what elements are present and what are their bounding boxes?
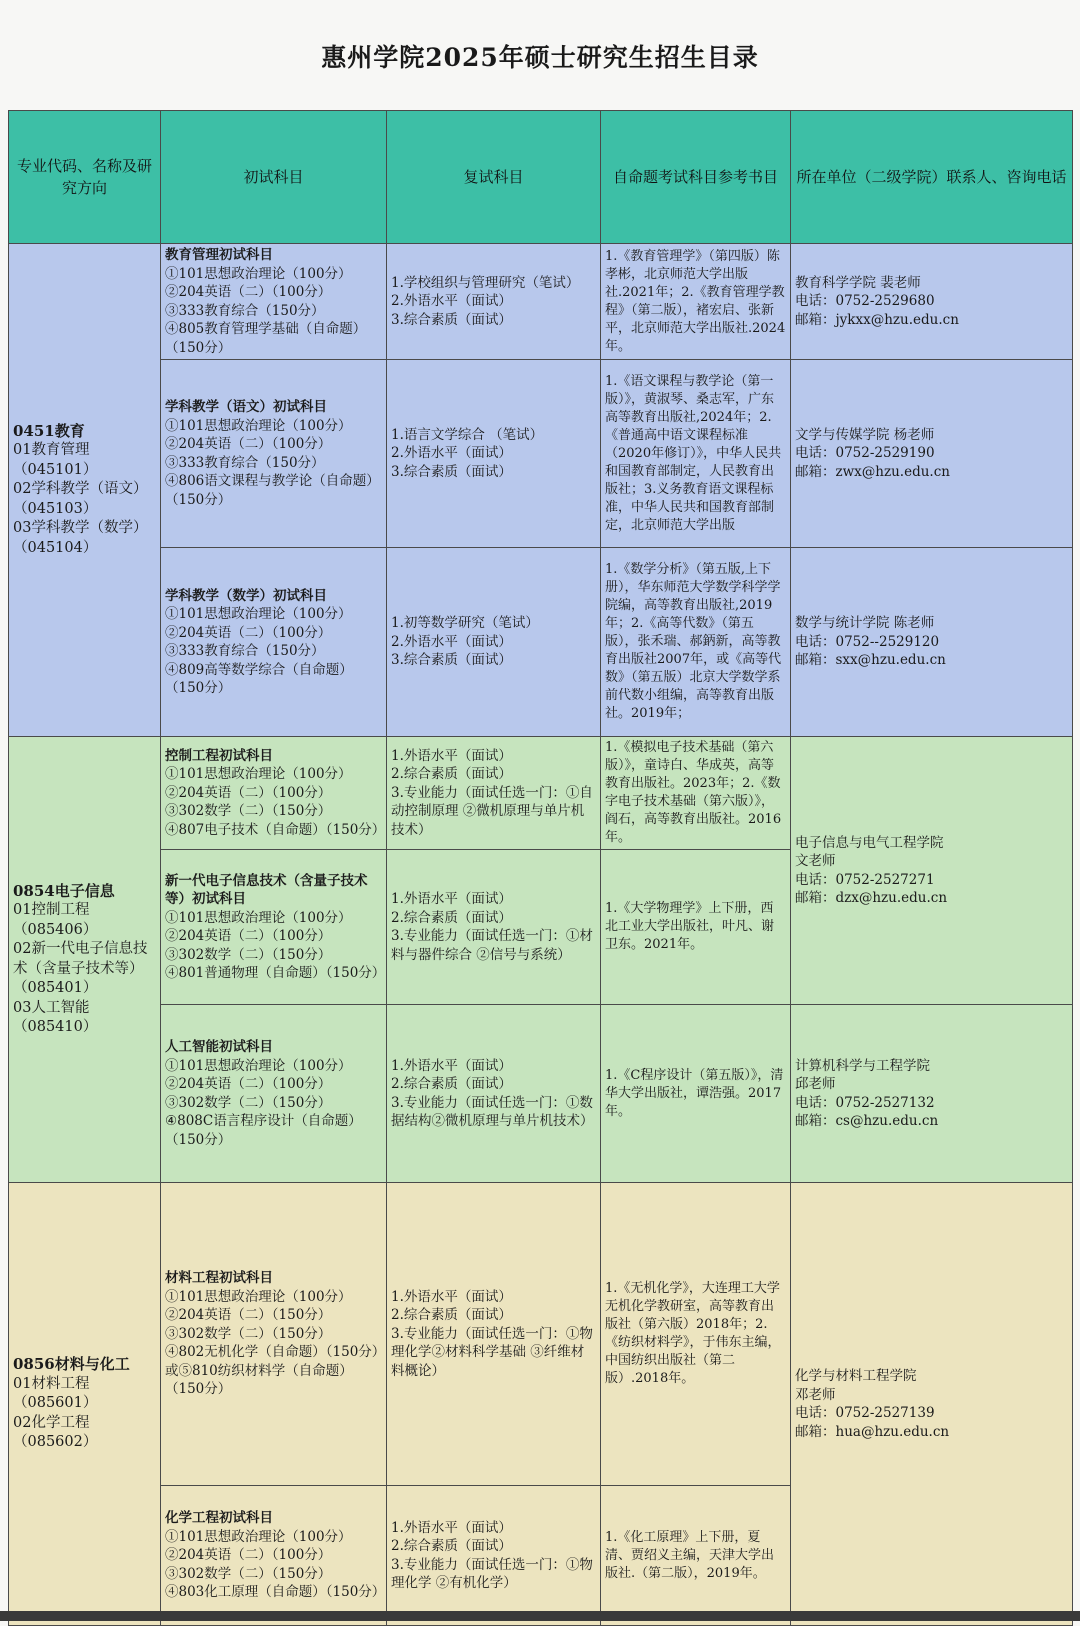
initial-exam-subjects: ①101思想政治理论（100分） ②204英语（二）（100分） ③333教育综合（150分） ④806语文课程与教学论（自命题）（150分） xyxy=(165,417,380,508)
initial-exam-cell xyxy=(161,1486,387,1626)
major-cell xyxy=(9,244,161,737)
major-directions: 01教育管理 （045101） 02学科教学（语文） （045103） 03学科教学（数学） （045104） xyxy=(13,442,148,556)
major-title: 0451教育 xyxy=(13,421,85,440)
table-row xyxy=(9,548,1073,737)
reference-books-cell: 1.《C程序设计（第五版）》，清华大学出版社，谭浩强。2017年。 xyxy=(601,1005,791,1183)
page-title: 惠州学院2025年硕士研究生招生目录 xyxy=(321,43,759,72)
header-retest: 复试科目 xyxy=(387,111,601,244)
initial-exam-cell xyxy=(161,244,387,360)
major-directions: 01材料工程 （085601） 02化学工程 （085602） xyxy=(13,1375,98,1451)
initial-exam-title: 人工智能初试科目 xyxy=(165,1039,273,1055)
initial-exam-subjects: ①101思想政治理论（100分） ②204英语（二）（150分） ③302数学（二）（150分） ④802无机化学（自命题）（150分）或⑤810纺织材料学（自命题）（150分） xyxy=(165,1288,379,1398)
contact-cell: 电子信息与电气工程学院 文老师 电话：0752-2527271 邮箱：dzx@hzu.edu.cn xyxy=(791,737,1073,1005)
major-cell xyxy=(9,1183,161,1626)
initial-exam-title: 学科教学（语文）初试科目 xyxy=(165,399,327,415)
initial-exam-subjects: ①101思想政治理论（100分） ②204英语（二）（100分） ③333教育综合（150分） ④805教育管理学基础（自命题）（150分） xyxy=(165,265,367,356)
reference-books-cell: 1.《语文课程与教学论（第一版）》，黄淑琴、桑志军，广东高等教育出版社,2024年；2.《普通高中语文课程标准（2020年修订）》，中华人民共和国教育部制定，人民教育出版社；3.义务教育语文课程标准，中华人民共和国教育部制定，北京师范大学出版 xyxy=(601,360,791,548)
retest-cell: 1.外语水平（面试） 2.综合素质（面试） 3.专业能力（面试任选一门：①物理化学②材料科学基础 ③纤维材料概论） xyxy=(387,1183,601,1486)
table-row xyxy=(9,1005,1073,1183)
table-header-row xyxy=(9,111,1073,244)
retest-cell: 1.学校组织与管理研究（笔试） 2.外语水平（面试） 3.综合素质（面试） xyxy=(387,244,601,360)
retest-cell: 1.外语水平（面试） 2.综合素质（面试） 3.专业能力（面试任选一门：①材料与器件综合 ②信号与系统） xyxy=(387,850,601,1005)
initial-exam-cell xyxy=(161,1005,387,1183)
initial-exam-title: 教育管理初试科目 xyxy=(165,247,273,263)
table-row xyxy=(9,1183,1073,1486)
table-row xyxy=(9,737,1073,850)
retest-cell: 1.语言文学综合 （笔试） 2.外语水平（面试） 3.综合素质（面试） xyxy=(387,360,601,548)
contact-cell: 教育科学学院 裴老师 电话：0752-2529680 邮箱：jykxx@hzu.edu.cn xyxy=(791,244,1073,360)
major-directions: 01控制工程 （085406） 02新一代电子信息技术（含量子技术等） （085401） 03人工智能 （085410） xyxy=(13,902,148,1035)
contact-cell: 计算机科学与工程学院 邱老师 电话：0752-2527132 邮箱：cs@hzu.edu.cn xyxy=(791,1005,1073,1183)
reference-books-cell: 1.《数学分析》（第五版,上下册），华东师范大学数学科学学院编，高等教育出版社,2019年；2.《高等代数》（第五版），张禾瑞、郝鈵新，高等教育出版社2007年，或《高等代数》（第五版）北京大学数学系前代数小组编，高等教育出版社。2019年； xyxy=(601,548,791,737)
initial-exam-title: 化学工程初试科目 xyxy=(165,1510,273,1527)
retest-cell: 1.初等数学研究（笔试） 2.外语水平（面试） 3.综合素质（面试） xyxy=(387,548,601,737)
initial-exam-title: 材料工程初试科目 xyxy=(165,1270,273,1287)
header-reference-books: 自命题考试科目参考书目 xyxy=(601,111,791,244)
reference-books-cell: 1.《大学物理学》上下册，西北工业大学出版社，叶凡、谢卫东。2021年。 xyxy=(601,850,791,1005)
initial-exam-title: 新一代电子信息技术（含量子技术等）初试科目 xyxy=(165,872,368,907)
major-title: 0854电子信息 xyxy=(13,881,115,900)
initial-exam-cell xyxy=(161,1183,387,1486)
initial-exam-subjects: ①101思想政治理论（100分） ②204英语（二）（100分） ③302数学（二）（150分） ④808C语言程序设计（自命题）（150分） xyxy=(165,1057,362,1148)
reference-books-cell: 1.《无机化学》，大连理工大学无机化学教研室，高等教育出版社（第六版）2018年；2.《纺织材料学》，于伟东主编，中国纺织出版社（第二版）.2018年。 xyxy=(601,1183,791,1486)
reference-books-cell: 1.《模拟电子技术基础（第六版）》，童诗白、华成英，高等教育出版社。2023年；2.《数字电子技术基础（第六版）》，阎石，高等教育出版社。2016年。 xyxy=(601,737,791,850)
retest-cell: 1.外语水平（面试） 2.综合素质（面试） 3.专业能力（面试任选一门：①自动控制原理 ②微机原理与单片机技术） xyxy=(387,737,601,850)
initial-exam-subjects: ①101思想政治理论（100分） ②204英语（二）（100分） ③333教育综合（150分） ④809高等数学综合（自命题）（150分） xyxy=(165,606,353,696)
retest-cell: 1.外语水平（面试） 2.综合素质（面试） 3.专业能力（面试任选一门：①物理化学 ②有机化学） xyxy=(387,1486,601,1626)
header-initial-exam: 初试科目 xyxy=(161,111,387,244)
initial-exam-subjects: ①101思想政治理论（100分） ②204英语（二）（100分） ③302数学（二）（150分） ④803化工原理（自命题）（150分） xyxy=(165,1528,386,1601)
reference-books-cell: 1.《教育管理学》（第四版）陈孝彬，北京师范大学出版社.2021年；2.《教育管理学教程》（第二版），褚宏启、张新平，北京师范大学出版社.2024年。 xyxy=(601,244,791,360)
header-major: 专业代码、名称及研究方向 xyxy=(9,111,161,244)
table-row xyxy=(9,360,1073,548)
reference-books-cell: 1.《化工原理》上下册，夏清、贾绍义主编，天津大学出版社.（第二版），2019年。 xyxy=(601,1486,791,1626)
initial-exam-title: 控制工程初试科目 xyxy=(165,747,273,764)
contact-cell: 文学与传媒学院 杨老师 电话：0752-2529190 邮箱：zwx@hzu.edu.cn xyxy=(791,360,1073,548)
initial-exam-cell xyxy=(161,850,387,1005)
header-contact: 所在单位（二级学院）联系人、咨询电话 xyxy=(791,111,1073,244)
major-cell xyxy=(9,737,161,1183)
initial-exam-subjects: ①101思想政治理论（100分） ②204英语（二）（100分） ③302数学（二）（150分） ④801普通物理（自命题）（150分） xyxy=(165,909,386,981)
retest-cell: 1.外语水平（面试） 2.综合素质（面试） 3.专业能力（面试任选一门：①数据结构②微机原理与单片机技术） xyxy=(387,1005,601,1183)
initial-exam-cell xyxy=(161,737,387,850)
initial-exam-title: 学科教学（数学）初试科目 xyxy=(165,587,327,604)
contact-cell: 数学与统计学院 陈老师 电话：0752--2529120 邮箱：sxx@hzu.edu.cn xyxy=(791,548,1073,737)
table-row xyxy=(9,244,1073,360)
contact-cell: 化学与材料工程学院 邓老师 电话：0752-2527139 邮箱：hua@hzu.edu.cn xyxy=(791,1183,1073,1626)
initial-exam-cell xyxy=(161,360,387,548)
initial-exam-subjects: ①101思想政治理论（100分） ②204英语（二）（100分） ③302数学（二）（150分） ④807电子技术（自命题）（150分） xyxy=(165,766,386,838)
major-title: 0856材料与化工 xyxy=(13,1355,130,1374)
initial-exam-cell xyxy=(161,548,387,737)
bottom-edge-bar xyxy=(0,1611,1080,1621)
enrollment-catalog-table xyxy=(8,110,1073,1626)
